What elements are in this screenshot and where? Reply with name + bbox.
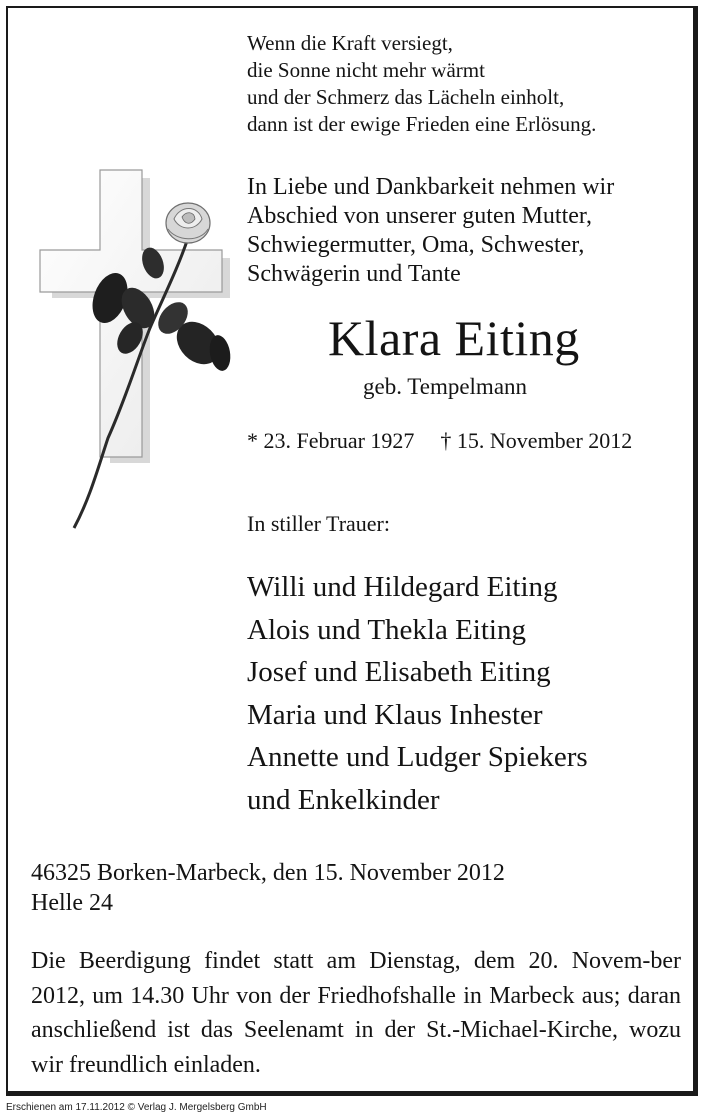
life-dates xyxy=(247,427,632,455)
intro-line: Schwiegermutter, Oma, Schwester, xyxy=(247,232,585,258)
farewell-intro xyxy=(247,173,614,289)
birth-date: * 23. Februar 1927 xyxy=(247,428,415,453)
mourner-entry: und Enkelkinder xyxy=(247,783,440,816)
poem xyxy=(247,30,596,138)
footer-text: Erschienen am 17.11.2012 © Verlag J. Mergelsberg GmbH xyxy=(6,1102,267,1113)
publication-footer xyxy=(0,1099,708,1117)
place-date-line: 46325 Borken-Marbeck, den 15. November 2012 xyxy=(31,860,505,886)
intro-line: In Liebe und Dankbarkeit nehmen wir xyxy=(247,174,615,200)
poem-line: Wenn die Kraft versiegt, xyxy=(247,31,453,55)
poem-line: die Sonne nicht mehr wärmt xyxy=(247,58,485,82)
mourner-entry: Maria und Klaus Inhester xyxy=(247,698,543,731)
intro-line: Abschied von unserer guten Mutter, xyxy=(247,203,592,229)
mourning-label: In stiller Trauer: xyxy=(247,511,390,536)
intro-line: Schwägerin und Tante xyxy=(247,261,461,287)
death-date: † 15. November 2012 xyxy=(440,428,633,453)
deceased-name: Klara Eiting xyxy=(328,310,580,366)
funeral-notice: Die Beerdigung findet statt am Dienstag, dem 20. Novem-ber 2012, um 14.30 Uhr von der Friedhofshalle in Marbeck aus; daran anschließend ist das Seelenamt in der St.-Michael-Kirche, wozu wir freundlich einladen. xyxy=(31,948,681,1078)
mourners-list xyxy=(247,566,588,821)
poem-line: dann ist der ewige Frieden eine Erlösung. xyxy=(247,112,597,136)
mourner-entry: Alois und Thekla Eiting xyxy=(247,613,526,646)
cross-with-rose-icon xyxy=(38,168,238,538)
address-line: Helle 24 xyxy=(31,890,113,916)
poem-line: und der Schmerz das Lächeln einholt, xyxy=(247,85,565,109)
place-and-address xyxy=(31,858,505,918)
mourner-entry: Josef und Elisabeth Eiting xyxy=(247,656,551,688)
birth-name: geb. Tempelmann xyxy=(363,374,528,399)
mourner-entry: Willi und Hildegard Eiting xyxy=(247,571,558,603)
mourner-entry: Annette und Ludger Spiekers xyxy=(247,741,588,773)
